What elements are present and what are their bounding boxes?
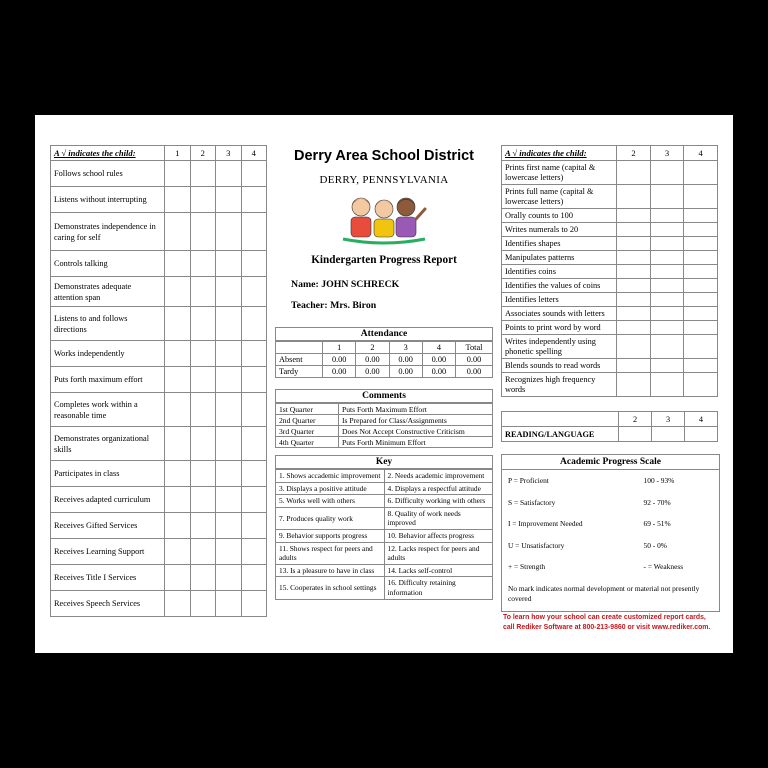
behavior-table-header xyxy=(51,146,267,161)
key-item: 10. Behavior affects progress xyxy=(384,529,493,542)
scale-value: - = Weakness xyxy=(643,562,684,572)
column-header: 3 xyxy=(389,342,422,354)
row-label: Absent xyxy=(276,354,323,366)
attendance-corner xyxy=(276,342,323,354)
grade-cell xyxy=(650,279,684,293)
grade-cell xyxy=(650,373,684,397)
skills-table-header xyxy=(502,146,718,161)
grade-cell xyxy=(190,461,215,487)
behavior-row xyxy=(51,591,267,617)
grade-cell xyxy=(216,539,241,565)
grade-cell xyxy=(241,591,266,617)
comment-text: Does Not Accept Constructive Criticism xyxy=(339,426,493,437)
reading-language-table xyxy=(501,411,718,442)
behavior-row xyxy=(51,539,267,565)
grade-cell xyxy=(165,213,190,251)
teacher-name: Teacher: Mrs. Biron xyxy=(291,300,377,311)
attendance-section xyxy=(275,327,493,378)
grade-cell xyxy=(617,161,651,185)
key-row xyxy=(276,482,493,495)
attendance-value: 0.00 xyxy=(456,354,493,366)
grade-cell xyxy=(650,359,684,373)
column-header: 1 xyxy=(323,342,356,354)
behavior-label: Demonstrates adequate attention span xyxy=(51,277,165,307)
skill-label: Orally counts to 100 xyxy=(502,209,617,223)
grade-cell xyxy=(190,161,215,187)
column-header: 4 xyxy=(685,412,718,427)
grade-cell xyxy=(684,279,718,293)
scale-title: Academic Progress Scale xyxy=(502,455,719,470)
grade-cell xyxy=(165,487,190,513)
grade-cell xyxy=(241,213,266,251)
grade-cell xyxy=(190,393,215,427)
column-header: 4 xyxy=(684,146,718,161)
key-item: 4. Displays a respectful attitude xyxy=(384,482,493,495)
behavior-row xyxy=(51,367,267,393)
grade-cell xyxy=(684,209,718,223)
attendance-table xyxy=(275,341,493,378)
skill-row xyxy=(502,251,718,265)
grade-cell xyxy=(650,209,684,223)
key-item: 11. Shows respect for peers and adults xyxy=(276,542,385,564)
grade-cell xyxy=(241,307,266,341)
skill-label: Writes numerals to 20 xyxy=(502,223,617,237)
promo-line: To learn how your school can create customized report cards, xyxy=(503,614,706,621)
skills-checklist-table xyxy=(501,145,718,397)
column-header: 3 xyxy=(216,146,241,161)
grade-cell xyxy=(684,293,718,307)
grade-cell xyxy=(617,265,651,279)
column-header: 2 xyxy=(356,342,389,354)
grade-cell xyxy=(684,373,718,397)
grade-cell xyxy=(617,335,651,359)
grade-cell xyxy=(650,293,684,307)
grade-cell xyxy=(241,427,266,461)
grade-cell xyxy=(619,427,652,442)
grade-cell xyxy=(165,251,190,277)
skill-label: Writes independently using phonetic spelling xyxy=(502,335,617,359)
skill-label: Points to print word by word xyxy=(502,321,617,335)
behavior-label: Controls talking xyxy=(51,251,165,277)
behavior-label: Works independently xyxy=(51,341,165,367)
key-item: 6. Difficulty working with others xyxy=(384,495,493,508)
grade-cell xyxy=(684,251,718,265)
scale-label: + = Strength xyxy=(508,562,546,572)
comment-row xyxy=(276,426,493,437)
comment-row xyxy=(276,437,493,448)
key-table xyxy=(275,469,493,600)
grade-cell xyxy=(190,213,215,251)
skill-label: Prints first name (capital & lowercase letters) xyxy=(502,161,617,185)
attendance-row-tardy xyxy=(276,366,493,378)
column-header: 2 xyxy=(619,412,652,427)
column-header: Total xyxy=(456,342,493,354)
behavior-row xyxy=(51,341,267,367)
grade-cell xyxy=(165,461,190,487)
grade-cell xyxy=(190,565,215,591)
behavior-label: Receives Learning Support xyxy=(51,539,165,565)
behavior-row xyxy=(51,461,267,487)
comment-quarter: 4th Quarter xyxy=(276,437,339,448)
scale-row xyxy=(503,513,718,535)
column-header: 1 xyxy=(165,146,190,161)
key-item: 3. Displays a positive attitude xyxy=(276,482,385,495)
skill-label: Recognizes high frequency words xyxy=(502,373,617,397)
comment-text: Puts Forth Maximum Effort xyxy=(339,404,493,415)
report-card-sheet xyxy=(35,115,733,653)
scale-note: No mark indicates normal development or material not presently covered xyxy=(508,583,700,603)
behavior-label: Puts forth maximum effort xyxy=(51,367,165,393)
grade-cell xyxy=(216,393,241,427)
scale-row xyxy=(503,556,718,578)
skill-label: Prints full name (capital & lowercase letters) xyxy=(502,185,617,209)
behavior-label: Listens without interrupting xyxy=(51,187,165,213)
attendance-value: 0.00 xyxy=(323,366,356,378)
grade-cell xyxy=(165,341,190,367)
grade-cell xyxy=(165,367,190,393)
behavior-label: Completes work within a reasonable time xyxy=(51,393,165,427)
grade-cell xyxy=(684,335,718,359)
grade-cell xyxy=(241,187,266,213)
grade-cell xyxy=(241,161,266,187)
behavior-row xyxy=(51,393,267,427)
grade-cell xyxy=(650,321,684,335)
grade-cell xyxy=(685,427,718,442)
key-item: 13. Is a pleasure to have in class xyxy=(276,564,385,577)
key-row xyxy=(276,529,493,542)
row-label: Tardy xyxy=(276,366,323,378)
key-row xyxy=(276,577,493,599)
comment-quarter: 2nd Quarter xyxy=(276,415,339,426)
behavior-label: Receives Speech Services xyxy=(51,591,165,617)
attendance-value: 0.00 xyxy=(323,354,356,366)
skill-row xyxy=(502,373,718,397)
skill-row xyxy=(502,293,718,307)
scale-row xyxy=(503,470,718,492)
grade-cell xyxy=(216,341,241,367)
grade-cell xyxy=(617,307,651,321)
attendance-value: 0.00 xyxy=(422,354,455,366)
behavior-label: Receives adapted curriculum xyxy=(51,487,165,513)
reading-header-row xyxy=(502,412,718,427)
grade-cell xyxy=(241,277,266,307)
grade-cell xyxy=(617,373,651,397)
grade-cell xyxy=(652,427,685,442)
grade-cell xyxy=(165,161,190,187)
skill-row xyxy=(502,307,718,321)
scale-row xyxy=(503,535,718,557)
grade-cell xyxy=(165,427,190,461)
column-header: 4 xyxy=(422,342,455,354)
grade-cell xyxy=(216,487,241,513)
attendance-value: 0.00 xyxy=(422,366,455,378)
behavior-row xyxy=(51,277,267,307)
grade-cell xyxy=(241,513,266,539)
comment-text: Puts Forth Minimum Effort xyxy=(339,437,493,448)
attendance-value: 0.00 xyxy=(456,366,493,378)
grade-cell xyxy=(617,185,651,209)
behavior-label: Receives Title I Services xyxy=(51,565,165,591)
grade-cell xyxy=(684,237,718,251)
key-item: 1. Shows accademic improvement xyxy=(276,470,385,483)
scale-value: 100 - 93% xyxy=(643,476,675,486)
skill-row xyxy=(502,161,718,185)
key-item: 9. Behavior supports progress xyxy=(276,529,385,542)
skill-label: Manipulates patterns xyxy=(502,251,617,265)
column-header: 3 xyxy=(650,146,684,161)
reading-label: READING/LANGUAGE xyxy=(502,427,619,442)
grade-cell xyxy=(617,321,651,335)
grade-cell xyxy=(216,277,241,307)
grade-cell xyxy=(617,251,651,265)
scale-row xyxy=(503,492,718,514)
skill-row xyxy=(502,237,718,251)
behavior-row xyxy=(51,513,267,539)
grade-cell xyxy=(617,293,651,307)
grade-cell xyxy=(216,565,241,591)
grade-cell xyxy=(650,307,684,321)
comment-quarter: 3rd Quarter xyxy=(276,426,339,437)
grade-cell xyxy=(650,223,684,237)
key-row xyxy=(276,470,493,483)
grade-cell xyxy=(216,307,241,341)
reading-corner xyxy=(502,412,619,427)
school-name: Derry Area School District xyxy=(294,148,474,164)
grade-cell xyxy=(241,461,266,487)
comment-row xyxy=(276,404,493,415)
school-location: DERRY, PENNSYLVANIA xyxy=(319,174,449,186)
key-row xyxy=(276,507,493,529)
attendance-value: 0.00 xyxy=(356,354,389,366)
promo-line: call Rediker Software at 800-213-9860 or visit www.rediker.com. xyxy=(503,624,711,631)
grade-cell xyxy=(190,187,215,213)
skill-row xyxy=(502,223,718,237)
skill-row xyxy=(502,279,718,293)
skill-row xyxy=(502,359,718,373)
grade-cell xyxy=(216,213,241,251)
grade-cell xyxy=(216,591,241,617)
skill-row xyxy=(502,185,718,209)
children-clipart-icon xyxy=(339,193,429,247)
column-header: 3 xyxy=(652,412,685,427)
grade-cell xyxy=(190,367,215,393)
comment-text: Is Prepared for Class/Assignments xyxy=(339,415,493,426)
grade-cell xyxy=(650,237,684,251)
grade-cell xyxy=(216,367,241,393)
grade-cell xyxy=(650,161,684,185)
grade-cell xyxy=(216,513,241,539)
grade-cell xyxy=(190,307,215,341)
grade-cell xyxy=(617,209,651,223)
skill-label: Identifies letters xyxy=(502,293,617,307)
grade-cell xyxy=(617,223,651,237)
grade-cell xyxy=(165,591,190,617)
behavior-label: Participates in class xyxy=(51,461,165,487)
behavior-row xyxy=(51,307,267,341)
grade-cell xyxy=(165,307,190,341)
grade-cell xyxy=(190,427,215,461)
grade-cell xyxy=(190,591,215,617)
attendance-value: 0.00 xyxy=(389,366,422,378)
scale-label: I = Improvement Needed xyxy=(508,519,583,529)
grade-cell xyxy=(190,341,215,367)
behavior-header-label: A √ indicates the child: xyxy=(51,146,165,161)
key-item: 7. Produces quality work xyxy=(276,507,385,529)
grade-cell xyxy=(190,513,215,539)
key-item: 16. Difficulty retaining information xyxy=(384,577,493,599)
key-item: 2. Needs academic improvement xyxy=(384,470,493,483)
skill-label: Identifies shapes xyxy=(502,237,617,251)
scale-label: S = Satisfactory xyxy=(508,497,556,507)
grade-cell xyxy=(684,265,718,279)
scale-label: U = Unsatisfactory xyxy=(508,540,565,550)
grade-cell xyxy=(241,341,266,367)
grade-cell xyxy=(684,161,718,185)
behavior-checklist-table xyxy=(50,145,267,617)
grade-cell xyxy=(241,487,266,513)
grade-cell xyxy=(165,539,190,565)
attendance-title: Attendance xyxy=(275,327,493,341)
grade-cell xyxy=(241,565,266,591)
skill-row xyxy=(502,335,718,359)
scale-value: 92 - 70% xyxy=(643,497,671,507)
key-row xyxy=(276,564,493,577)
grade-cell xyxy=(650,335,684,359)
grade-cell xyxy=(216,161,241,187)
comments-table xyxy=(275,403,493,448)
behavior-row xyxy=(51,487,267,513)
grade-cell xyxy=(684,359,718,373)
reading-row xyxy=(502,427,718,442)
scale-label: P = Proficient xyxy=(508,476,549,486)
skill-label: Blends sounds to read words xyxy=(502,359,617,373)
grade-cell xyxy=(241,539,266,565)
skill-label: Associates sounds with letters xyxy=(502,307,617,321)
comments-title: Comments xyxy=(275,389,493,403)
grade-cell xyxy=(165,513,190,539)
skills-header-label: A √ indicates the child: xyxy=(502,146,617,161)
attendance-value: 0.00 xyxy=(389,354,422,366)
grade-cell xyxy=(617,237,651,251)
comment-quarter: 1st Quarter xyxy=(276,404,339,415)
scale-table xyxy=(503,470,718,578)
key-item: 14. Lacks self-control xyxy=(384,564,493,577)
column-header: 4 xyxy=(241,146,266,161)
behavior-row xyxy=(51,251,267,277)
grade-cell xyxy=(241,393,266,427)
academic-progress-scale xyxy=(501,454,720,612)
grade-cell xyxy=(617,359,651,373)
column-header: 2 xyxy=(617,146,651,161)
grade-cell xyxy=(684,307,718,321)
attendance-value: 0.00 xyxy=(356,366,389,378)
grade-cell xyxy=(650,265,684,279)
scale-value: 69 - 51% xyxy=(643,519,671,529)
attendance-header-row xyxy=(276,342,493,354)
key-item: 12. Lacks respect for peers and adults xyxy=(384,542,493,564)
behavior-row xyxy=(51,213,267,251)
behavior-label: Receives Gifted Services xyxy=(51,513,165,539)
behavior-row xyxy=(51,427,267,461)
grade-cell xyxy=(241,251,266,277)
behavior-row xyxy=(51,161,267,187)
grade-cell xyxy=(190,487,215,513)
behavior-label: Listens to and follows directions xyxy=(51,307,165,341)
behavior-label: Follows school rules xyxy=(51,161,165,187)
key-item: 5. Works well with others xyxy=(276,495,385,508)
key-row xyxy=(276,542,493,564)
grade-cell xyxy=(216,251,241,277)
comments-section xyxy=(275,389,493,448)
skill-row xyxy=(502,209,718,223)
grade-cell xyxy=(165,187,190,213)
grade-cell xyxy=(190,277,215,307)
skill-label: Identifies coins xyxy=(502,265,617,279)
key-section xyxy=(275,455,493,600)
comment-row xyxy=(276,415,493,426)
grade-cell xyxy=(650,251,684,265)
report-title: Kindergarten Progress Report xyxy=(311,254,457,266)
grade-cell xyxy=(165,565,190,591)
grade-cell xyxy=(650,185,684,209)
behavior-label: Demonstrates organizational skills xyxy=(51,427,165,461)
key-item: 15. Cooperates in school settings xyxy=(276,577,385,599)
column-header: 2 xyxy=(190,146,215,161)
skill-row xyxy=(502,265,718,279)
grade-cell xyxy=(216,427,241,461)
skill-label: Identifies the values of coins xyxy=(502,279,617,293)
grade-cell xyxy=(241,367,266,393)
grade-cell xyxy=(216,187,241,213)
grade-cell xyxy=(190,539,215,565)
scale-value: 50 - 0% xyxy=(643,540,667,550)
grade-cell xyxy=(684,321,718,335)
behavior-label: Demonstrates independence in caring for self xyxy=(51,213,165,251)
grade-cell xyxy=(165,393,190,427)
grade-cell xyxy=(190,251,215,277)
key-title: Key xyxy=(275,455,493,469)
grade-cell xyxy=(684,223,718,237)
behavior-row xyxy=(51,565,267,591)
key-row xyxy=(276,495,493,508)
key-item: 8. Quality of work needs improved xyxy=(384,507,493,529)
grade-cell xyxy=(684,185,718,209)
promo-text xyxy=(503,613,729,633)
grade-cell xyxy=(216,461,241,487)
student-name: Name: JOHN SCHRECK xyxy=(291,279,400,290)
grade-cell xyxy=(617,279,651,293)
attendance-row-absent xyxy=(276,354,493,366)
behavior-row xyxy=(51,187,267,213)
skill-row xyxy=(502,321,718,335)
grade-cell xyxy=(165,277,190,307)
